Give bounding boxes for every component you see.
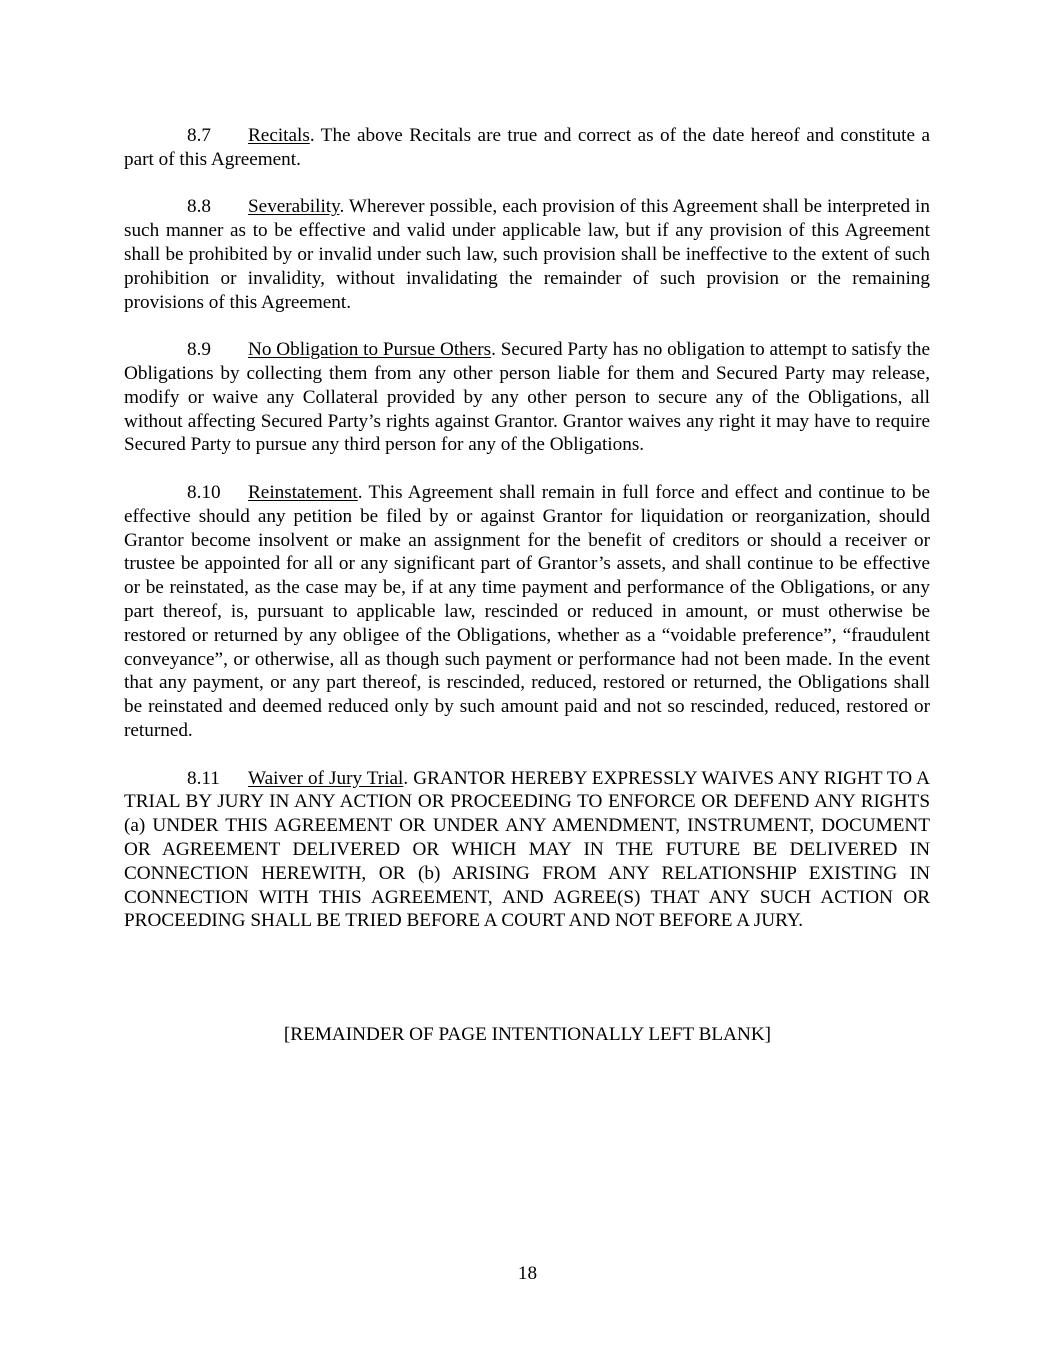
section-number: 8.10	[187, 481, 221, 503]
section-text: . GRANTOR HEREBY EXPRESSLY WAIVES ANY RIGHT TO A TRIAL BY JURY IN ANY ACTION OR PROCEEDING TO ENFORCE OR DEFEND ANY RIGHTS (a) UNDER THIS AGREEMENT OR UNDER ANY AMENDMENT, INSTRUMENT, DOCUMENT OR AGREEMENT DELIVERED OR WHICH MAY IN THE FUTURE BE DELIVERED IN CONNECTION HEREWITH, OR (b) ARISING FROM ANY RELATIONSHIP EXISTING IN CONNECTION WITH THIS AGREEMENT, AND AGREE(S) THAT ANY SUCH ACTION OR PROCEEDING SHALL BE TRIED BEFORE A COURT AND NOT BEFORE A JURY.	[124, 767, 930, 932]
section-heading: No Obligation to Pursue Others	[248, 339, 492, 361]
section-number: 8.8	[187, 196, 211, 218]
section-heading: Waiver of Jury Trial	[248, 767, 404, 789]
section-number: 8.11	[187, 767, 220, 789]
section-text: . This Agreement shall remain in full force and effect and continue to be effective should any petition be filed by or against Grantor for liquidation or reorganization, should Grantor become insolvent or make an assignment for the benefit of creditors or should a receiver or trustee be appointed for all or any significant part of Grantor’s assets, and shall continue to be effective or be reinstated, as the case may be, if at any time payment and performance of the Obligations, or any part thereof, is, pursuant to applicable law, rescinded or reduced in amount, or must otherwise be restored or returned by any obligee of the Obligations, whether as a “voidable preference”, “fraudulent conveyance”, or otherwise, all as though such payment or performance had not been made. In the event that any payment, or any part thereof, is rescinded, reduced, restored or returned, the Obligations shall be reinstated and deemed reduced only by such amount paid and not so rescinded, reduced, restored or returned.	[124, 481, 930, 741]
section-number: 8.9	[187, 339, 211, 361]
page-number: 18	[517, 1263, 538, 1284]
section-8-7	[124, 124, 930, 172]
section-number: 8.7	[187, 125, 211, 146]
section-8-8	[124, 195, 930, 314]
section-heading: Reinstatement	[248, 481, 358, 503]
section-8-10	[124, 481, 930, 743]
section-text: . The above Recitals are true and correct as of the date hereof and constitute a part of this Agreement.	[124, 125, 930, 170]
section-heading: Severability	[248, 196, 340, 218]
document-body	[124, 124, 930, 957]
remainder-blank-notice: [REMAINDER OF PAGE INTENTIONALLY LEFT BLANK]	[283, 1024, 772, 1045]
section-text: . Wherever possible, each provision of this Agreement shall be interpreted in such manner as to be effective and valid under applicable law, but if any provision of this Agreement shall be prohibited by or invalid under such law, such provision shall be ineffective to the extent of such prohibition or invalidity, without invalidating the remainder of such provision or the remaining provisions of this Agreement.	[124, 196, 930, 313]
section-text: . Secured Party has no obligation to attempt to satisfy the Obligations by collecting them from any other person liable for them and Secured Party may release, modify or waive any Collateral provided by any other person to secure any of the Obligations, all without affecting Secured Party’s rights against Grantor. Grantor waives any right it may have to require Secured Party to pursue any third person for any of the Obligations.	[124, 339, 930, 456]
section-8-11	[124, 767, 930, 934]
section-8-9	[124, 338, 930, 457]
section-heading: Recitals	[248, 125, 310, 146]
